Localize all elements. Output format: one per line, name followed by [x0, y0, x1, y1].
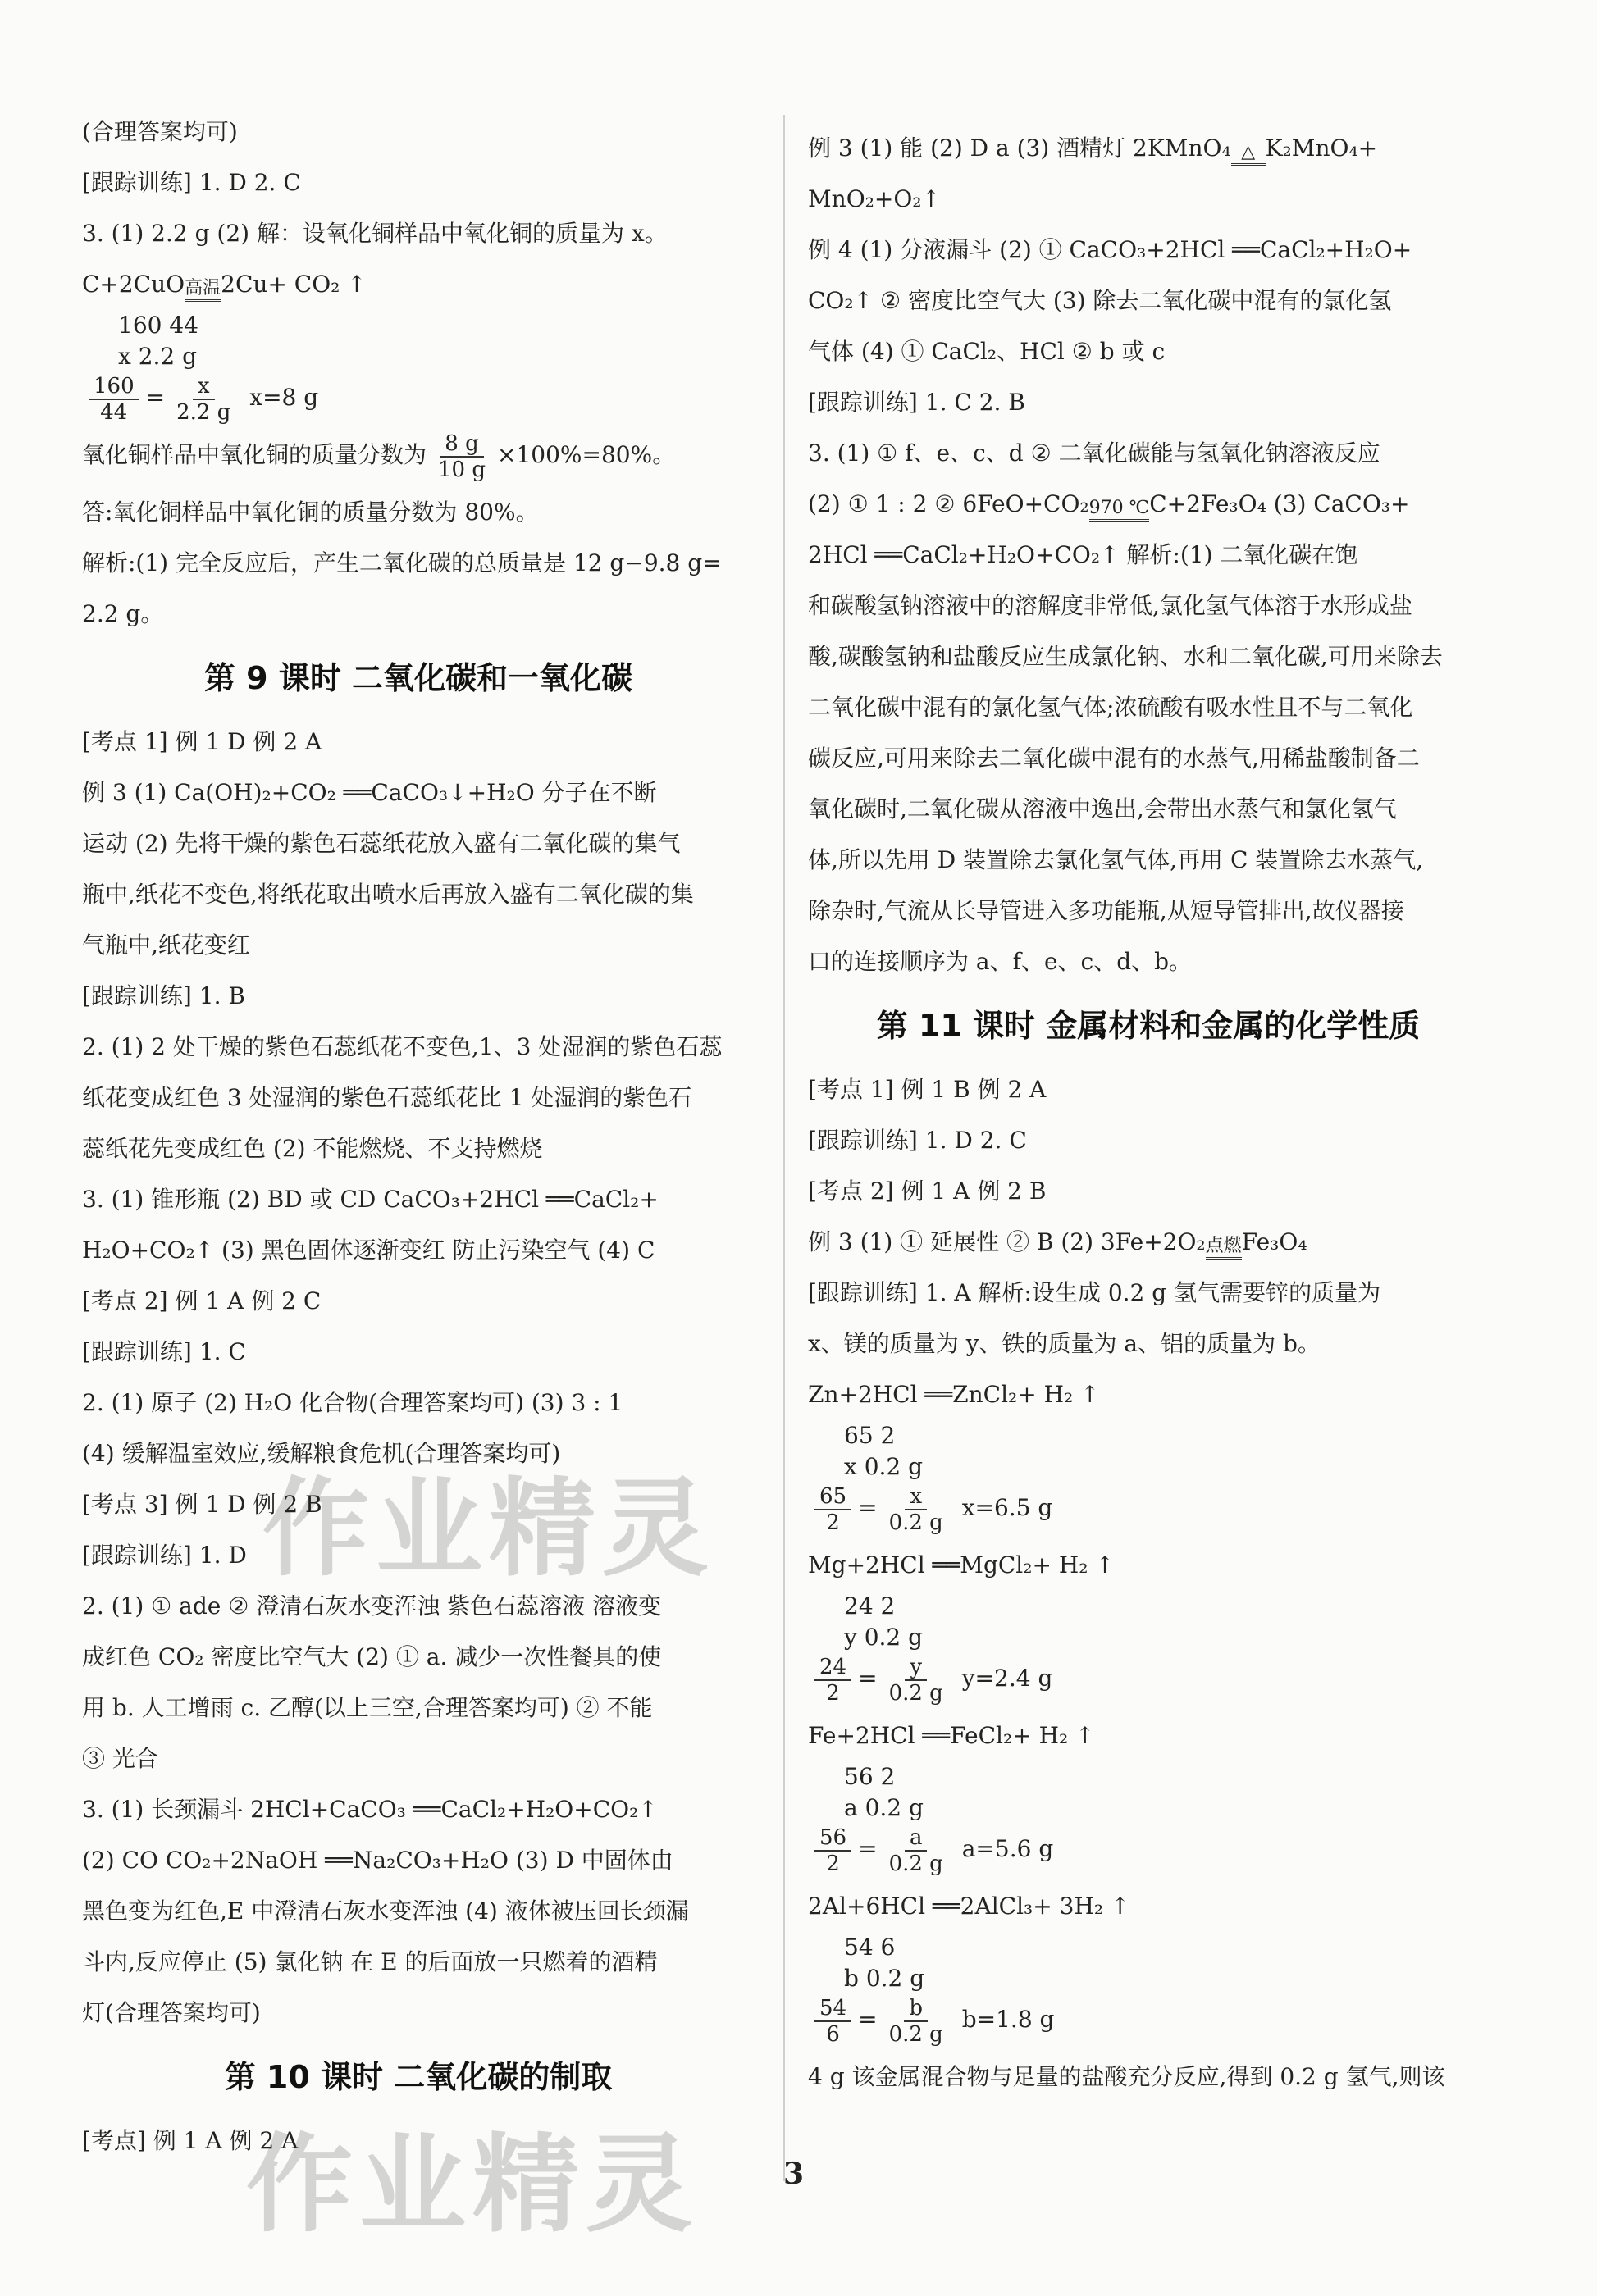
text-line: [跟踪训练] 1. B: [82, 982, 245, 1009]
equation-right: 2Cu+ CO₂ ↑: [221, 271, 367, 298]
equation-right: C+2Fe₃O₄ (3) CaCO₃+: [1149, 490, 1410, 517]
text-line: [考点 2] 例 1 A 例 2 B: [808, 1178, 1047, 1205]
text-line: 和碳酸氢钠溶液中的溶解度非常低,氯化氢气体溶于水形成盐: [808, 592, 1412, 619]
equation-left: 例 3 (1) 能 (2) D a (3) 酒精灯 2KMnO₄: [808, 134, 1231, 162]
text-line: 体,所以先用 D 装置除去氯化氢气体,再用 C 装置除去水蒸气,: [808, 846, 1424, 873]
fraction: [884, 1825, 948, 1876]
fraction: [433, 431, 491, 482]
text-line: 2. (1) ① ade ② 澄清石灰水变浑浊 紫色石蕊溶液 溶液变: [82, 1592, 662, 1620]
fraction: [89, 374, 139, 425]
right-column: [808, 123, 1489, 2102]
text-line: 灯(合理答案均可): [82, 1999, 261, 2026]
text-line: H₂O+CO₂↑ (3) 黑色固体逐渐变红 防止污染空气 (4) C: [82, 1237, 655, 1264]
equation-left: 例 3 (1) ① 延展性 ② B (2) 3Fe+2O₂: [808, 1228, 1206, 1255]
equals-bar: [1089, 519, 1150, 530]
section-title: 第 9 课时 二氧化碳和一氧化碳: [203, 660, 633, 696]
fraction-line: [82, 430, 755, 487]
fraction-prefix: 氧化铜样品中氧化铜的质量分数为: [82, 441, 427, 468]
text-line: Fe+2HCl ══FeCl₂+ H₂ ↑: [808, 1722, 1095, 1749]
equation-line: [82, 259, 755, 310]
numerator: 54: [814, 1996, 851, 2022]
denominator: 2: [826, 1680, 840, 1706]
equation-annotation: 54 6: [844, 1934, 896, 1961]
text-line: 3. (1) ① f、e、c、d ② 二氧化碳能与氢氧化钠溶液反应: [808, 440, 1380, 467]
numerator: x: [193, 374, 215, 400]
equation-annotation: 24 2: [844, 1592, 896, 1620]
fraction-result: a=5.6 g: [954, 1835, 1054, 1862]
watermark: 作业精灵: [262, 1466, 716, 1591]
equals-bar: [185, 299, 221, 310]
denominator: 0.2 g: [888, 1680, 943, 1706]
equation-annotation: x 2.2 g: [118, 343, 198, 370]
text-line: (4) 缓解温室效应,缓解粮食危机(合理答案均可): [82, 1440, 561, 1467]
text-line: 3. (1) 2.2 g (2) 解：设氧化铜样品中氧化铜的质量为 x。: [82, 220, 668, 247]
numerator: 24: [814, 1655, 851, 1681]
text-line: 气瓶中,纸花变红: [82, 932, 250, 959]
text-line: 运动 (2) 先将干燥的紫色石蕊纸花放入盛有二氧化碳的集气: [82, 830, 681, 857]
left-column: [82, 107, 755, 2166]
numerator: 56: [814, 1825, 851, 1852]
text-line: 纸花变成红色 3 处湿润的紫色石蕊纸花比 1 处湿润的紫色石: [82, 1084, 692, 1111]
text-line: [跟踪训练] 1. D 2. C: [808, 1127, 1027, 1154]
equals-bar: [1231, 163, 1266, 174]
text-line: 例 3 (1) Ca(OH)₂+CO₂ ══CaCO₃↓+H₂O 分子在不断: [82, 779, 657, 806]
fraction: [814, 1996, 851, 2047]
denominator: 0.2 g: [888, 1851, 943, 1876]
fraction-result: ×100%=80%。: [497, 441, 676, 468]
fraction: [884, 1996, 948, 2047]
section-title: 第 10 课时 二氧化碳的制取: [224, 2059, 613, 2095]
text-line: 瓶中,纸花不变色,将纸花取出喷水后再放入盛有二氧化碳的集: [82, 881, 694, 908]
text-line: x、镁的质量为 y、铁的质量为 a、铝的质量为 b。: [808, 1330, 1321, 1357]
text-line: (2) CO CO₂+2NaOH ══Na₂CO₃+H₂O (3) D 中固体由: [82, 1847, 673, 1874]
text-line: 答:氧化铜样品中氧化铜的质量分数为 80%。: [82, 499, 539, 526]
equation-annotation: 56 2: [844, 1763, 896, 1790]
equation-annotation: 65 2: [844, 1422, 896, 1449]
equals-sign: =: [858, 1835, 878, 1862]
text-line: 例 4 (1) 分液漏斗 (2) ① CaCO₃+2HCl ══CaCl₂+H₂O+: [808, 236, 1412, 263]
text-line: ③ 光合: [82, 1745, 158, 1772]
equals-sign: =: [858, 1494, 878, 1521]
denominator: 0.2 g: [888, 1510, 943, 1535]
fraction: [884, 1655, 948, 1706]
text-line: 2Al+6HCl ══2AlCl₃+ 3H₂ ↑: [808, 1893, 1130, 1920]
fraction: [884, 1484, 948, 1535]
fraction: [171, 374, 235, 425]
denominator: 6: [826, 2021, 840, 2047]
section-title: 第 11 课时 金属材料和金属的化学性质: [876, 1008, 1421, 1044]
equation-left: (2) ① 1 : 2 ② 6FeO+CO₂: [808, 490, 1089, 517]
condition-text: 点燃: [1205, 1236, 1242, 1256]
text-line: [考点 1] 例 1 D 例 2 A: [82, 728, 322, 755]
equation-right: Fe₃O₄: [1241, 1228, 1307, 1255]
fraction-result: x=6.5 g: [954, 1494, 1053, 1521]
text-line: 二氧化碳中混有的氯化氢气体;浓硫酸有吸水性且不与二氧化: [808, 694, 1413, 721]
fraction: [814, 1484, 851, 1535]
text-line: 酸,碳酸氢钠和盐酸反应生成氯化钠、水和二氧化碳,可用来除去: [808, 643, 1443, 670]
denominator: 2.2 g: [176, 399, 231, 425]
equation-annotation: y 0.2 g: [844, 1624, 924, 1651]
denominator: 44: [100, 399, 128, 425]
text-line: [考点 2] 例 1 A 例 2 C: [82, 1287, 322, 1314]
equals-bar: [1206, 1257, 1242, 1268]
condition-text: 970 ℃: [1088, 498, 1150, 518]
numerator: a: [905, 1825, 928, 1852]
text-line: 气体 (4) ① CaCl₂、HCl ② b 或 c: [808, 338, 1166, 365]
column-divider: [783, 115, 785, 2181]
text-line: 黑色变为红色,E 中澄清石灰水变浑浊 (4) 液体被压回长颈漏: [82, 1897, 689, 1925]
text-line: 斗内,反应停止 (5) 氯化钠 在 E 的后面放一只燃着的酒精: [82, 1948, 658, 1975]
text-line: CO₂↑ ② 密度比空气大 (3) 除去二氧化碳中混有的氯化氢: [808, 287, 1392, 314]
text-line: 2HCl ══CaCl₂+H₂O+CO₂↑ 解析:(1) 二氧化碳在饱: [808, 541, 1358, 568]
text-line: MnO₂+O₂↑: [808, 185, 941, 212]
equation-line: [808, 479, 1489, 530]
text-line: 成红色 CO₂ 密度比空气大 (2) ① a. 减少一次性餐具的使: [82, 1643, 662, 1670]
equation-line: [808, 123, 1489, 174]
text-line: 3. (1) 长颈漏斗 2HCl+CaCO₃ ══CaCl₂+H₂O+CO₂↑: [82, 1796, 658, 1823]
condition-text: △: [1241, 142, 1256, 162]
equals-sign: =: [858, 1665, 878, 1692]
equation-annotation: 160 44: [118, 312, 198, 339]
text-line: 用 b. 人工增雨 c. 乙醇(以上三空,合理答案均可) ② 不能: [82, 1694, 653, 1721]
fraction-line: [808, 1653, 1489, 1711]
fraction-result: y=2.4 g: [954, 1665, 1053, 1692]
text-line: 4 g 该金属混合物与足量的盐酸充分反应,得到 0.2 g 氢气,则该: [808, 2063, 1445, 2090]
text-line: Zn+2HCl ══ZnCl₂+ H₂ ↑: [808, 1381, 1100, 1408]
equation-annotation: x 0.2 g: [844, 1453, 924, 1480]
reaction-condition: [185, 278, 221, 310]
reaction-condition: [1206, 1236, 1242, 1268]
numerator: 160: [89, 374, 139, 400]
fraction: [814, 1825, 851, 1876]
text-line: 蕊纸花先变成红色 (2) 不能燃烧、不支持燃烧: [82, 1135, 543, 1162]
numerator: y: [905, 1655, 927, 1681]
numerator: 65: [814, 1484, 851, 1510]
denominator: 2: [826, 1510, 840, 1535]
equals-sign: =: [858, 2006, 878, 2033]
equals-sign: =: [145, 384, 166, 411]
fraction-line: [808, 1994, 1489, 2052]
denominator: 2: [826, 1851, 840, 1876]
text-line: 2.2 g。: [82, 600, 164, 627]
text-line: [跟踪训练] 1. C 2. B: [808, 389, 1025, 416]
equation-left: C+2CuO: [82, 271, 185, 298]
numerator: x: [905, 1484, 927, 1510]
denominator: 0.2 g: [888, 2021, 943, 2047]
text-line: [考点] 例 1 A 例 2 A: [82, 2127, 299, 2154]
reaction-condition: [1089, 498, 1150, 530]
numerator: 8 g: [440, 431, 483, 458]
equation-right: K₂MnO₄+: [1265, 134, 1378, 162]
text-line: 2. (1) 原子 (2) H₂O 化合物(合理答案均可) (3) 3 : 1: [82, 1389, 623, 1416]
watermark: 作业精灵: [246, 2122, 700, 2247]
text-line: 解析:(1) 完全反应后，产生二氧化碳的总质量是 12 g−9.8 g=: [82, 549, 722, 576]
fraction-line: [808, 1824, 1489, 1881]
text-line: (合理答案均可): [82, 118, 238, 145]
text-line: 2. (1) 2 处干燥的紫色石蕊纸花不变色,1、3 处湿润的紫色石蕊: [82, 1033, 723, 1060]
text-line: [考点 1] 例 1 B 例 2 A: [808, 1076, 1047, 1103]
text-line: [跟踪训练] 1. A 解析:设生成 0.2 g 氢气需要锌的质量为: [808, 1279, 1381, 1306]
text-line: Mg+2HCl ══MgCl₂+ H₂ ↑: [808, 1551, 1115, 1578]
reaction-condition: [1231, 142, 1266, 174]
text-line: 碳反应,可用来除去二氧化碳中混有的水蒸气,用稀盐酸制备二: [808, 745, 1420, 772]
denominator: 10 g: [438, 457, 486, 482]
fraction-line: [82, 372, 755, 430]
text-line: 氧化碳时,二氧化碳从溶液中逸出,会带出水蒸气和氯化氢气: [808, 795, 1397, 822]
text-line: 口的连接顺序为 a、f、e、c、d、b。: [808, 948, 1193, 975]
text-line: [跟踪训练] 1. D 2. C: [82, 169, 301, 196]
condition-text: 高温: [185, 278, 221, 298]
fraction-result: x=8 g: [242, 384, 319, 411]
equation-annotation: a 0.2 g: [844, 1794, 924, 1821]
text-line: [跟踪训练] 1. C: [82, 1338, 246, 1365]
text-line: 除杂时,气流从长导管进入多功能瓶,从短导管排出,故仪器接: [808, 897, 1404, 924]
text-line: [跟踪训练] 1. D: [82, 1542, 247, 1569]
fraction: [814, 1655, 851, 1706]
equation-annotation: b 0.2 g: [844, 1965, 925, 1992]
numerator: b: [904, 1996, 928, 2022]
text-line: 3. (1) 锥形瓶 (2) BD 或 CD CaCO₃+2HCl ══CaCl₂+: [82, 1186, 659, 1213]
fraction-line: [808, 1483, 1489, 1540]
text-line: [考点 3] 例 1 D 例 2 B: [82, 1491, 322, 1518]
equation-line: [808, 1217, 1489, 1268]
page-number: 3: [783, 2157, 805, 2191]
fraction-result: b=1.8 g: [954, 2006, 1055, 2033]
